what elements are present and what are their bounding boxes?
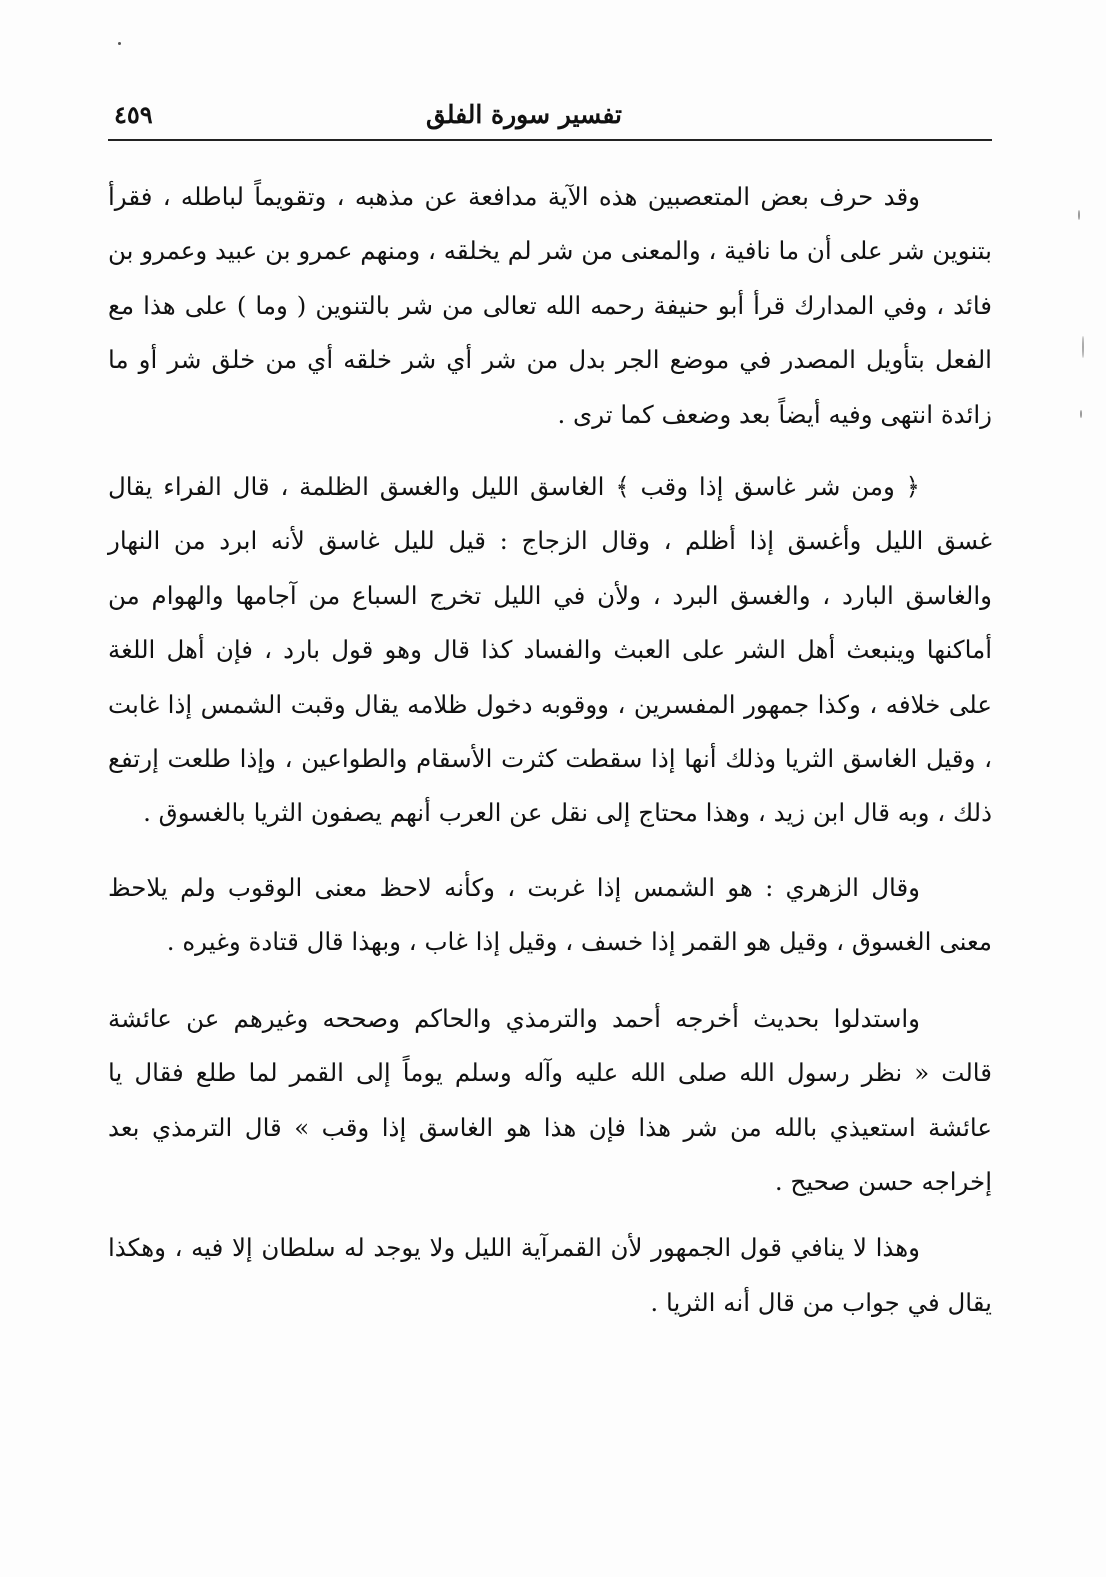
scan-speck [1078, 210, 1080, 220]
header-title: تفسير سورة الفلق [425, 100, 622, 129]
paragraph-5: وهذا لا ينافي قول الجمهور لأن القمرآية الليل ولا يوجد له سلطان إلا فيه ، وهكذا يقال في جواب من قال أنه الثريا . [108, 1233, 992, 1317]
paragraph-2: ﴿ ومن شر غاسق إذا وقب ﴾ الغاسق الليل والغسق الظلمة ، قال الفراء يقال غسق الليل وأغسق إذا أظلم ، وقال الزجاج : قيل لليل غاسق لأنه ابرد من النهار والغاسق البارد ، والغسق البرد ، ولأن في الليل تخرج السباع من آجامها والهوام من أماكنها وينبعث أهل الشر على العبث والفساد كذا قال وهو قول بارد ، فإن أهل اللغة على خلافه ، وكذا جمهور المفسرين ، ووقوبه دخول ظلامه يقال وقبت الشمس إذا غابت ، وقيل الغاسق الثريا وذلك أنها إذا سقطت كثرت الأسقام والطواعين ، وإذا طلعت إرتفع ذلك ، وبه قال ابن زيد ، وهذا محتاج إلى نقل عن العرب أنهم يصفون الثريا بالغسوق . [108, 472, 992, 828]
paragraph-4: واستدلوا بحديث أخرجه أحمد والترمذي والحاكم وصححه وغيرهم عن عائشة قالت « نظر رسول الله صلى الله عليه وآله وسلم يوماً إلى القمر لما طلع فقال يا عائشة استعيذي بالله من شر هذا فإن هذا هو الغاسق إذا وقب » قال الترمذي بعد إخراجه حسن صحيح . [108, 1003, 992, 1196]
scan-speck [118, 42, 121, 45]
page-number: ٤٥٩ [114, 100, 153, 129]
paragraph-1: وقد حرف بعض المتعصبين هذه الآية مدافعة عن مذهبه ، وتقويماً لباطله ، فقرأ بتنوين شر على أن ما نافية ، والمعنى من شر لم يخلقه ، ومنهم عمرو بن عبيد وعمرو بن فائد ، وفي المدارك قرأ أبو حنيفة رحمه الله تعالى من شر بالتنوين ( وما ) على هذا مع الفعل بتأويل المصدر في موضع الجر بدل من شر أي شر خلقه أي من خلق شر أو ما زائدة انتهى وفيه أيضاً بعد وضعف كما ترى . [108, 182, 992, 429]
scan-speck [1082, 336, 1084, 358]
paragraph-3: وقال الزهري : هو الشمس إذا غربت ، وكأنه لاحظ معنى الوقوب ولم يلاحظ معنى الغسوق ، وقيل هو القمر إذا خسف ، وقيل إذا غاب ، وبهذا قال قتادة وغيره . [108, 872, 992, 957]
header-rule [108, 139, 992, 141]
body-text [108, 170, 992, 1330]
scan-speck [1080, 410, 1082, 418]
running-header [108, 96, 992, 136]
